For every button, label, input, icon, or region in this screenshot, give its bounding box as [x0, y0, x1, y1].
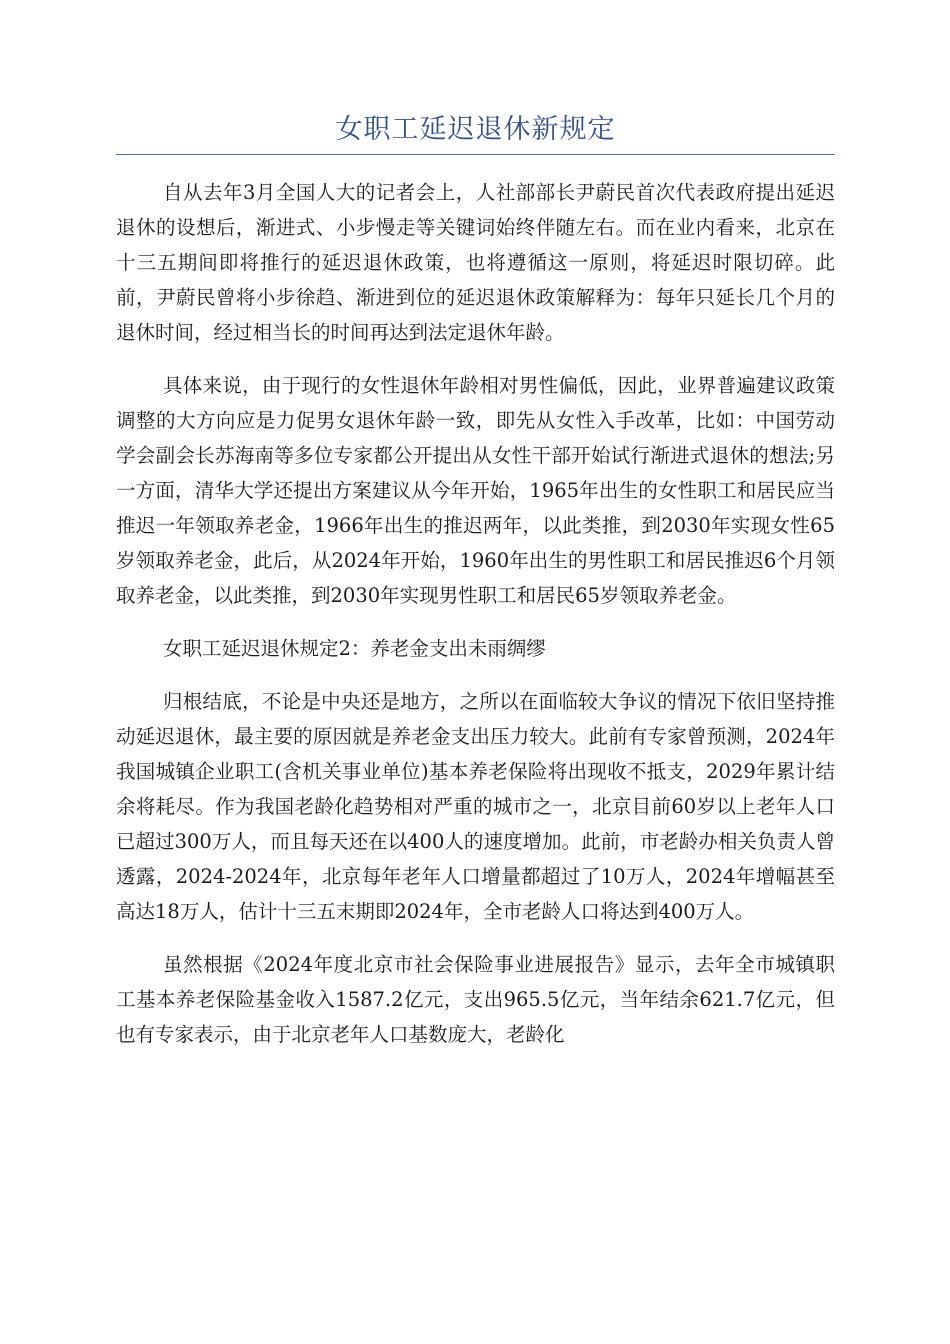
- paragraph-2: 具体来说，由于现行的女性退休年龄相对男性偏低，因此，业界普遍建议政策调整的大方向应是力促男女退休年龄一致，即先从女性入手改革，比如：中国劳动学会副会长苏海南等多位专家都公开提出从女性干部开始试行渐进式退休的想法;另一方面，清华大学还提出方案建议从今年开始，1965年出生的女性职工和居民应当推迟一年领取养老金，1966年出生的推迟两年，以此类推，到2030年实现女性65岁领取养老金，此后，从2024年开始，1960年出生的男性职工和居民推迟6个月领取养老金，以此类推，到2030年实现男性职工和居民65岁领取养老金。: [116, 374, 835, 607]
- paragraph-3: 归根结底，不论是中央还是地方，之所以在面临较大争议的情况下依旧坚持推动延迟退休，最主要的原因就是养老金支出压力较大。此前有专家曾预测，2024年我国城镇企业职工(含机关事业单位)基本养老保险将出现收不抵支，2029年累计结余将耗尽。作为我国老龄化趋势相对严重的城市之一，北京目前60岁以上老年人口已超过300万人，而且每天还在以400人的速度增加。此前，市老龄办相关负责人曾透露，2024-2024年，北京每年老年人口增量都超过了10万人，2024年增幅甚至高达18万人，估计十三五末期即2024年，全市老龄人口将达到400万人。: [116, 690, 835, 923]
- paragraph-4: 虽然根据《2024年度北京市社会保险事业进展报告》显示，去年全市城镇职工基本养老保险基金收入1587.2亿元，支出965.5亿元，当年结余621.7亿元，但也有专家表示，由于北京老年人口基数庞大，老龄化: [116, 953, 835, 1046]
- document-title: 女职工延迟退休新规定: [335, 114, 616, 145]
- section-heading: 女职工延迟退休规定2：养老金支出未雨绸缪: [163, 637, 546, 660]
- title-block: [116, 108, 835, 155]
- document-body: [116, 175, 835, 1070]
- paragraph-1: 自从去年3月全国人大的记者会上，人社部部长尹蔚民首次代表政府提出延迟退休的设想后，渐进式、小步慢走等关键词始终伴随左右。而在业内看来，北京在十三五期间即将推行的延迟退休政策，也将遵循这一原则，将延迟时限切碎。此前，尹蔚民曾将小步徐趋、渐进到位的延迟退休政策解释为：每年只延长几个月的退休时间，经过相当长的时间再达到法定退休年龄。: [116, 181, 835, 344]
